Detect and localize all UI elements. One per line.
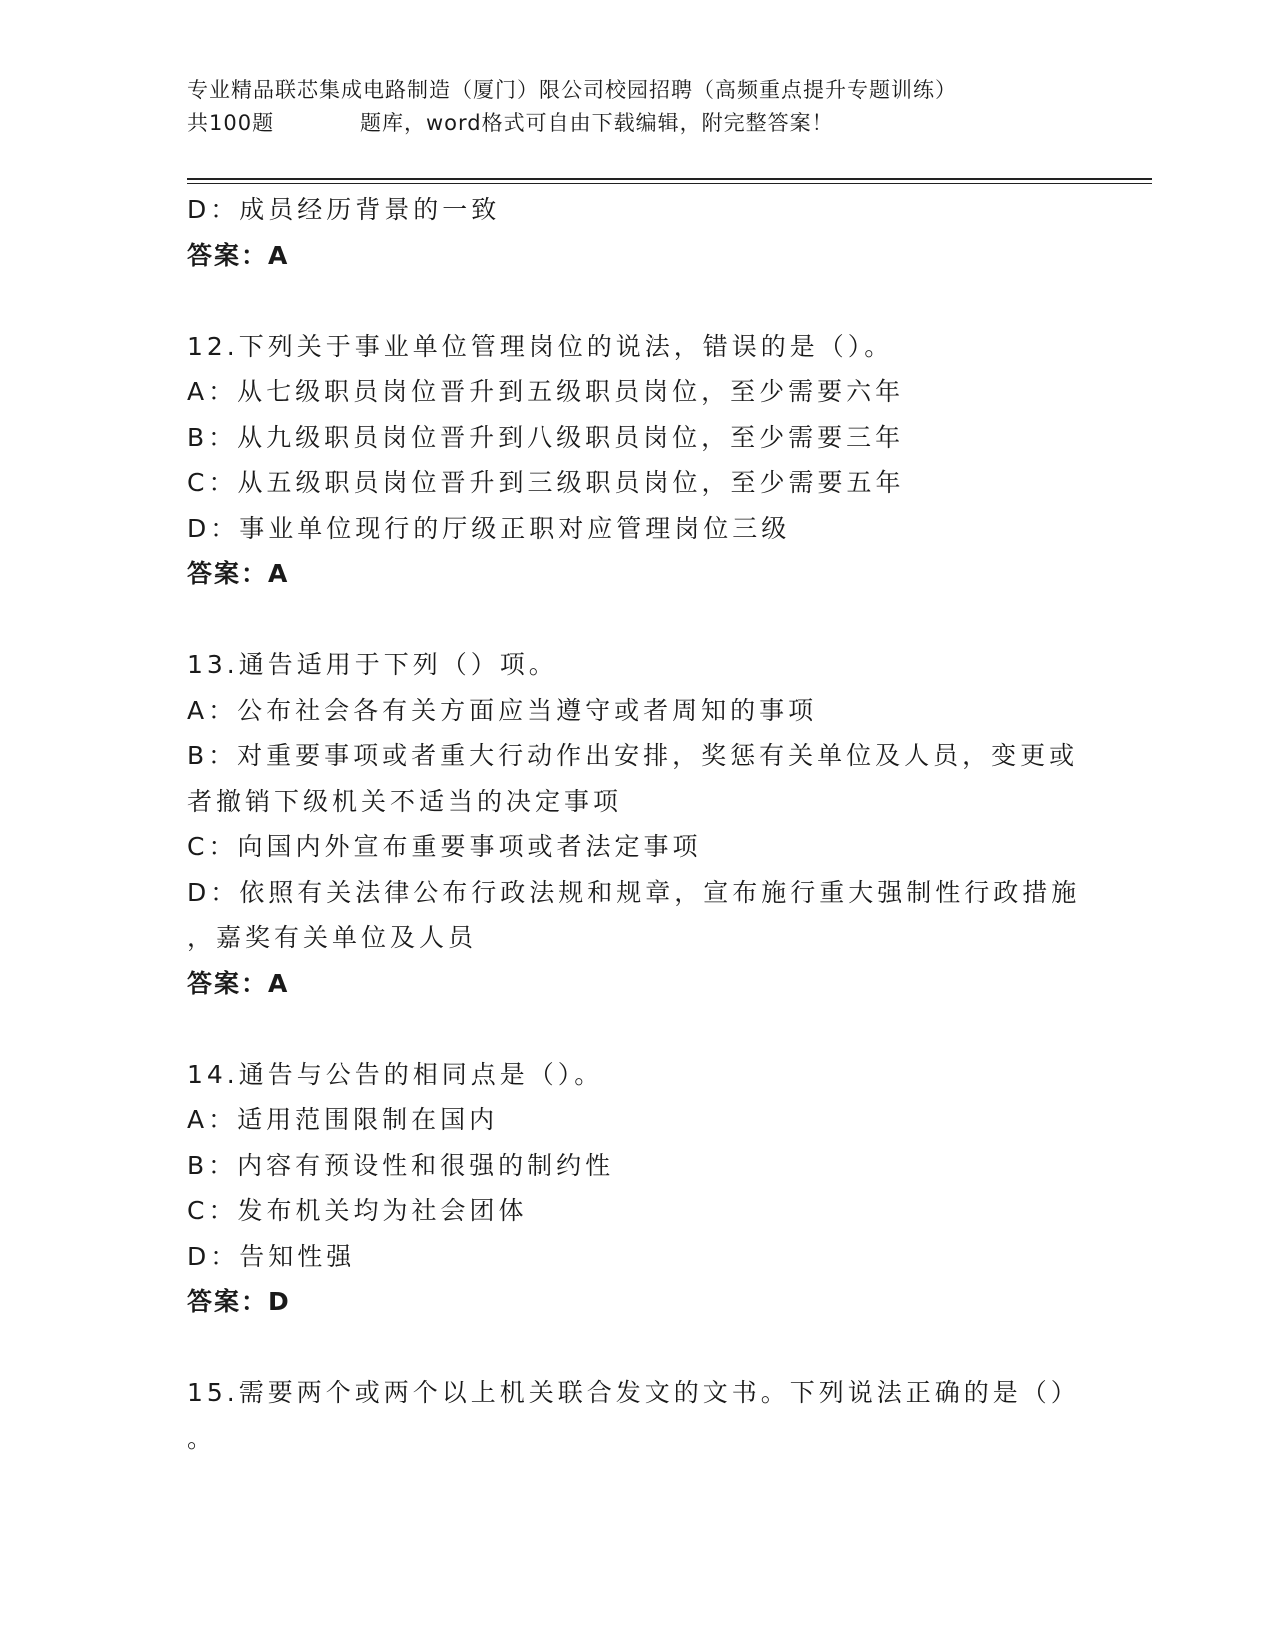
- text-line: C：从五级职员岗位晋升到三级职员岗位，至少需要五年: [187, 468, 905, 497]
- question-count: 共100题: [187, 111, 275, 135]
- text-line: A：从七级职员岗位晋升到五级职员岗位，至少需要六年: [187, 377, 905, 406]
- paragraph-gap: [187, 278, 1092, 324]
- answer-line: 答案：A: [187, 559, 290, 588]
- text-line: 者撤销下级机关不适当的决定事项: [187, 786, 623, 816]
- text-line: D：依照有关法律公布行政法规和规章，宣布施行重大强制性行政措施: [187, 877, 1081, 907]
- text-line: D：事业单位现行的厅级正职对应管理岗位三级: [187, 513, 791, 543]
- paragraph-gap: [187, 597, 1092, 643]
- answer-line: 答案：A: [187, 968, 290, 998]
- text-line: A：公布社会各有关方面应当遵守或者周知的事项: [187, 695, 818, 725]
- text-line: B：内容有预设性和很强的制约性: [187, 1150, 615, 1180]
- header-subline: [187, 107, 1087, 140]
- text-line: 15.需要两个或两个以上机关联合发文的文书。下列说法正确的是（）: [187, 1378, 1080, 1407]
- answer-line: 答案：A: [187, 240, 290, 270]
- paragraph-gap: [187, 1325, 1092, 1371]
- paragraph-gap: [187, 1006, 1092, 1052]
- document-title: 专业精品联芯集成电路制造（厦门）限公司校园招聘（高频重点提升专题训练）: [187, 78, 957, 102]
- text-line: D：告知性强: [187, 1241, 356, 1271]
- text-line: 12.下列关于事业单位管理岗位的说法，错误的是（）。: [187, 331, 894, 361]
- text-line: 13.通告适用于下列（）项。: [187, 650, 558, 679]
- text-line: B：对重要事项或者重大行动作出安排，奖惩有关单位及人员，变更或: [187, 741, 1079, 770]
- answer-line: 答案：D: [187, 1287, 291, 1316]
- text-line: D：成员经历背景的一致: [187, 195, 501, 224]
- text-line: 14.通告与公告的相同点是（）。: [187, 1059, 604, 1089]
- text-line: C：发布机关均为社会团体: [187, 1196, 528, 1225]
- text-line: ，嘉奖有关单位及人员: [187, 923, 478, 952]
- text-line: 。: [187, 1423, 217, 1453]
- question-content: [187, 187, 1092, 1461]
- document-subtitle: 题库，word格式可自由下载编辑，附完整答案！: [360, 111, 834, 135]
- header-divider-thick: [187, 178, 1152, 180]
- header-divider-thin: [187, 183, 1152, 184]
- text-line: B：从九级职员岗位晋升到八级职员岗位，至少需要三年: [187, 422, 905, 452]
- text-line: C：向国内外宣布重要事项或者法定事项: [187, 832, 702, 861]
- text-line: A：适用范围限制在国内: [187, 1105, 499, 1134]
- document-header: [187, 74, 1087, 140]
